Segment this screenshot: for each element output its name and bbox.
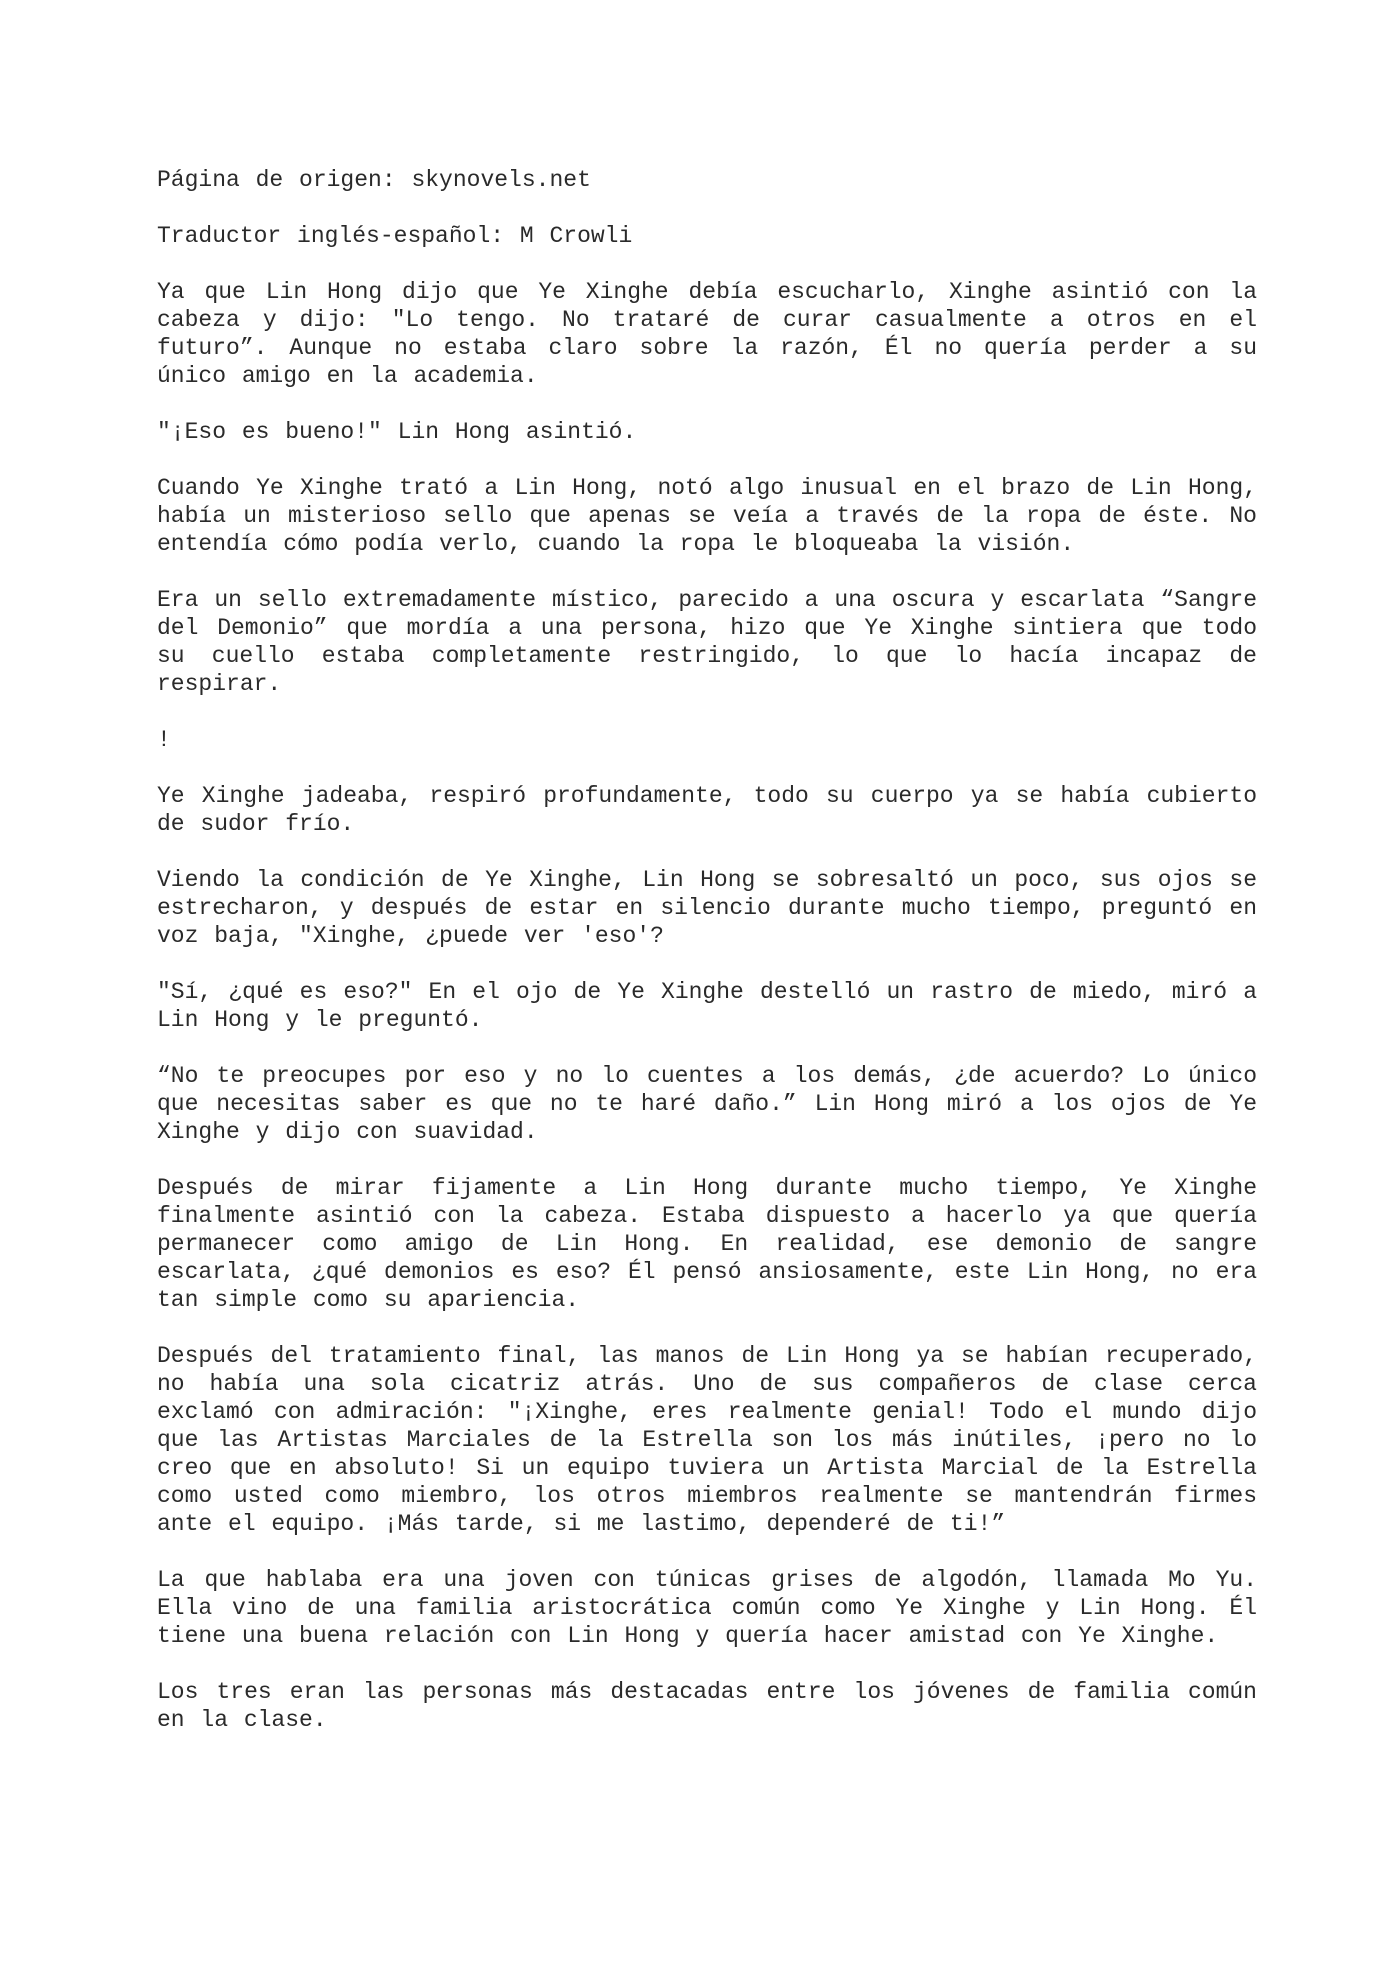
paragraph: La que hablaba era una joven con túnicas grises de algodón, llamada Mo Yu. Ella vino de una familia aristocrática común como Ye Xinghe y Lin Hong. Él tiene una buena relación con Lin Hong y quería hacer amistad con Ye Xinghe.: [157, 1567, 1257, 1649]
paragraph: Ya que Lin Hong dijo que Ye Xinghe debía escucharlo, Xinghe asintió con la cabeza y dijo: "Lo tengo. No trataré de curar casualmente a otros en el futuro”. Aunque no estaba claro sobre la razón, Él no quería perder a su único amigo en la academia.: [157, 279, 1257, 389]
source-line: Página de origen: skynovels.net: [157, 167, 591, 193]
paragraph: Ye Xinghe jadeaba, respiró profundamente, todo su cuerpo ya se había cubierto de sudor frío.: [157, 783, 1257, 837]
paragraph: Después del tratamiento final, las manos de Lin Hong ya se habían recuperado, no había una sola cicatriz atrás. Uno de sus compañeros de clase cerca exclamó con admiración: "¡Xinghe, eres realmente genial! Todo el mundo dijo que las Artistas Marciales de la Estrella son los más inútiles, ¡pero no lo creo que en absoluto! Si un equipo tuviera un Artista Marcial de la Estrella como usted como miembro, los otros miembros realmente se mantendrán firmes ante el equipo. ¡Más tarde, si me lastimo, dependeré de ti!”: [157, 1343, 1257, 1537]
document-page: [157, 166, 1257, 1762]
paragraph: Viendo la condición de Ye Xinghe, Lin Hong se sobresaltó un poco, sus ojos se estrecharon, y después de estar en silencio durante mucho tiempo, preguntó en voz baja, "Xinghe, ¿puede ver 'eso'?: [157, 867, 1257, 949]
translator-line: Traductor inglés-español: M Crowli: [157, 223, 633, 249]
paragraph: "¡Eso es bueno!" Lin Hong asintió.: [157, 419, 637, 445]
paragraph: "Sí, ¿qué es eso?" En el ojo de Ye Xinghe destelló un rastro de miedo, miró a Lin Hong y le preguntó.: [157, 979, 1257, 1033]
paragraph: Era un sello extremadamente místico, parecido a una oscura y escarlata “Sangre del Demonio” que mordía a una persona, hizo que Ye Xinghe sintiera que todo su cuello estaba completamente restringido, lo que lo hacía incapaz de respirar.: [157, 587, 1257, 697]
paragraph: !: [157, 727, 171, 753]
paragraph: Después de mirar fijamente a Lin Hong durante mucho tiempo, Ye Xinghe finalmente asintió con la cabeza. Estaba dispuesto a hacerlo ya que quería permanecer como amigo de Lin Hong. En realidad, ese demonio de sangre escarlata, ¿qué demonios es eso? Él pensó ansiosamente, este Lin Hong, no era tan simple como su apariencia.: [157, 1175, 1257, 1313]
paragraph: Cuando Ye Xinghe trató a Lin Hong, notó algo inusual en el brazo de Lin Hong, había un misterioso sello que apenas se veía a través de la ropa de éste. No entendía cómo podía verlo, cuando la ropa le bloqueaba la visión.: [157, 475, 1257, 557]
paragraph: Los tres eran las personas más destacadas entre los jóvenes de familia común en la clase.: [157, 1679, 1257, 1733]
paragraph: “No te preocupes por eso y no lo cuentes a los demás, ¿de acuerdo? Lo único que necesitas saber es que no te haré daño.” Lin Hong miró a los ojos de Ye Xinghe y dijo con suavidad.: [157, 1063, 1257, 1145]
